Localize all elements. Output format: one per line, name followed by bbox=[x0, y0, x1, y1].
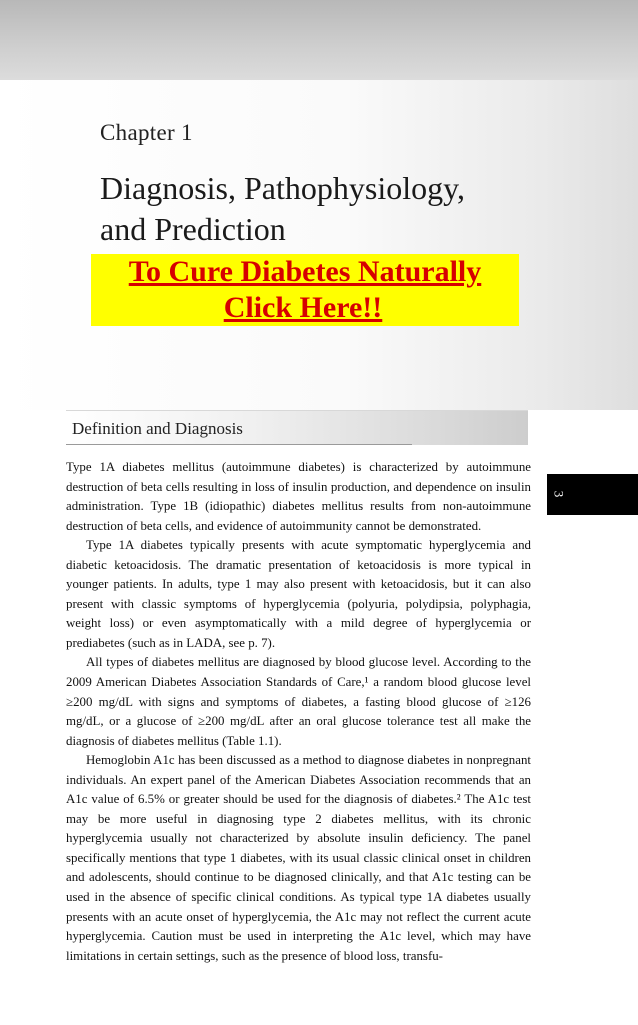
chapter-title-line-2: and Prediction bbox=[100, 211, 286, 247]
paragraph-2: Type 1A diabetes typically presents with acute symptomatic hyperglycemia and diabetic ketoacidosis. The dramatic presentation of ketoacidosis is more typical in younger patients. In adults, type 1 may also present with ketoacidosis, but it can also present with classic symptoms of hyperglycemia (polyuria, polydipsia, polyphagia, weight loss) or even asymptomatically with a mild degree of hyperglycemia or prediabetes (such as in LADA, see p. 7). bbox=[66, 538, 531, 650]
page-number: 3 bbox=[551, 490, 567, 498]
chapter-title bbox=[100, 168, 620, 250]
promo-line-1: To Cure Diabetes Naturally bbox=[128, 255, 482, 288]
section-heading-bar bbox=[66, 410, 528, 445]
chapter-label: Chapter 1 bbox=[100, 120, 193, 145]
top-gray-band bbox=[0, 0, 638, 80]
paragraph-3: All types of diabetes mellitus are diagnosed by blood glucose level. According to the 2009 American Diabetes Association Standards of Care,¹ a random blood glucose level ≥200 mg/dL with signs and symptoms of diabetes, a fasting blood glucose of ≥126 mg/dL, or a glucose of ≥200 mg/dL after an oral glucose tolerance test all make the diagnosis of diabetes mellitus (Table 1.1). bbox=[66, 655, 531, 748]
page-number-tab bbox=[547, 474, 638, 515]
section-underline bbox=[66, 444, 412, 445]
section-title: Definition and Diagnosis bbox=[72, 419, 243, 438]
promo-line-2: Click Here!! bbox=[223, 291, 383, 324]
paragraph-4: Hemoglobin A1c has been discussed as a method to diagnose diabetes in nonpregnant individuals. An expert panel of the American Diabetes Association recommends that an A1c value of 6.5% or greater should be used for the diagnosis of diabetes.² The A1c test may be more useful in diagnosing type 2 diabetes mellitus, with its chronic hyperglycemia usually not characterized by absolute insulin deficiency. The panel specifically mentions that type 1 diabetes, with its usual classic clinical onset in children and adolescents, should continue to be diagnosed clinically, and that A1c testing can be used in the absence of specific clinical conditions. As typical type 1A diabetes usually presents with an acute onset of hyperglycemia, the A1c may not reflect the current acute hyperglycemia. Caution must be used in interpreting the A1c level, which may have limitations in certain settings, such as the presence of blood loss, transfu- bbox=[66, 753, 531, 963]
body-text bbox=[66, 458, 531, 966]
chapter-title-line-1: Diagnosis, Pathophysiology, bbox=[100, 170, 466, 206]
paragraph-1: Type 1A diabetes mellitus (autoimmune diabetes) is characterized by autoimmune destruction of beta cells resulting in loss of insulin production, and dependence on insulin administration. Type 1B (idiopathic) diabetes mellitus results from non-autoimmune destruction of beta cells, and evidence of autoimmunity cannot be demonstrated. bbox=[66, 460, 531, 533]
promo-link[interactable] bbox=[91, 254, 519, 326]
